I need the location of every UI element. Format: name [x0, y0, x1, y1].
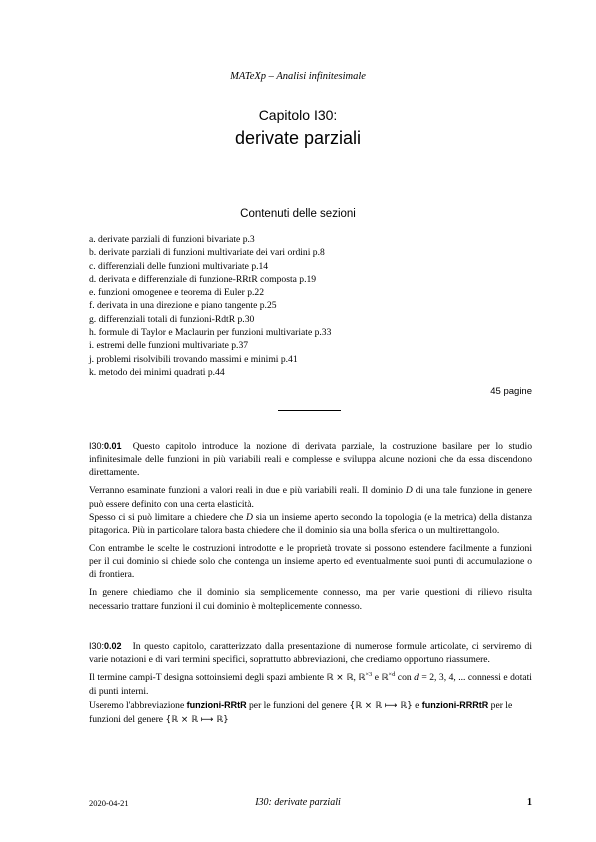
- section-tag-number: 0.01: [104, 441, 122, 451]
- toc-item-b[interactable]: b. derivate parziali di funzioni multivariate dei vari ordini p.8: [89, 247, 325, 259]
- paragraph-text: e: [372, 672, 382, 684]
- paragraph-text: Il termine campi-T designa sottoinsiemi degli spazi ambiente: [89, 672, 327, 684]
- toc-item-c[interactable]: c. differenziali delle funzioni multivariate p.14: [89, 260, 269, 272]
- math-superscript-d: ×d: [388, 671, 396, 679]
- math-symbol-D: D: [405, 485, 413, 497]
- toc-item-a[interactable]: a. derivate parziali di funzioni bivariate p.3: [89, 234, 255, 245]
- section-tag-number: 0.02: [104, 641, 122, 651]
- running-header: MATeXp – Analisi infinitesimale: [230, 71, 366, 82]
- term-funzioni-rrtr[interactable]: funzioni-RRtR: [186, 699, 247, 710]
- paragraph-text: Questo capitolo introduce la nozione di derivata parziale, la costruzione basilare per lo studio infinitesimale delle funzioni in più variabili reali e complesse e sviluppa alcune nozioni che da essa discendono direttamente.: [89, 441, 533, 479]
- footer-page-number: 1: [527, 797, 532, 808]
- paragraph-text: Useremo l'abbreviazione: [89, 699, 187, 711]
- math-r-power-3: ℝ: [358, 673, 366, 684]
- paragraph-text: In questo capitolo, caratterizzato dalla presentazione di numerose formule articolate, ci serviremo di varie notazioni e di vari termini specifici, soprattutto abbreviazioni, che crediamo opportuno riassumere.: [89, 641, 532, 666]
- toc-list: [89, 233, 529, 379]
- math-symbol-D: D: [245, 511, 253, 523]
- section-0-02: [89, 640, 532, 727]
- math-r-times-r: ℝ × ℝ: [326, 673, 354, 684]
- section-tag-prefix: I30:: [89, 441, 105, 451]
- paragraph-text: connessi e dotati di punti interni.: [89, 672, 532, 698]
- paragraph-text: di una tale funzione in genere può essere definito con una certa elasticità.: [89, 485, 532, 510]
- section-0-01-paragraph-1: [89, 440, 532, 480]
- toc-item-i[interactable]: i. estremi delle funzioni multivariate p.37: [89, 340, 249, 352]
- paragraph-text: sia un insieme aperto secondo la topologia (e la metrica) della distanza pitagorica. Più in particolare talora basta chiedere che il dominio sia una bolla sferica o un multirettangolo.: [89, 511, 532, 537]
- section-0-02-paragraph-1: [89, 640, 532, 666]
- section-0-01-paragraph-4: Con entrambe le scelte le costruzioni introdotte e le proprietà trovate si possono estendere facilmente a funzioni per il cui dominio si chiede solo che contenga un insieme aperto ed eventualmente suoi punti di accumulazione o di frontiera.: [89, 543, 532, 581]
- section-0-01-paragraph-2: [89, 484, 532, 510]
- footer-title: I30: derivate parziali: [255, 797, 341, 808]
- footer-date: 2020-04-21: [89, 798, 129, 808]
- section-0-02-paragraph-2: [89, 671, 532, 698]
- toc-item-k[interactable]: k. metodo dei minimi quadrati p.44: [89, 366, 225, 378]
- paragraph-text: con: [395, 672, 415, 684]
- math-superscript-3: ×3: [365, 671, 373, 679]
- toc-item-e[interactable]: e. funzioni omogenee e teorema di Euler p.22: [89, 287, 265, 299]
- paragraph-text: ,: [353, 672, 359, 684]
- paragraph-text: Spesso ci si può limitare a chiedere che: [89, 511, 246, 523]
- math-function-set-2: {ℝ × ℝ ⟼ ℝ}: [165, 714, 229, 725]
- section-0-02-paragraph-3: [89, 699, 532, 727]
- math-function-set-1: {ℝ × ℝ ⟼ ℝ}: [349, 700, 413, 711]
- paragraph-text: Verranno esaminate funzioni a valori reali in due e più variabili reali. Il dominio: [89, 485, 406, 497]
- toc-item-g[interactable]: g. differenziali totali di funzioni-RdtR p.30: [89, 313, 255, 325]
- paragraph-text: per le funzioni del genere: [246, 699, 350, 711]
- chapter-label: Capitolo I30:: [258, 107, 338, 123]
- paragraph-text: per le funzioni del genere: [89, 699, 513, 725]
- paragraph-text: e: [412, 699, 422, 711]
- math-d-values: = 2, 3, 4, ...: [418, 672, 466, 684]
- math-symbol-d: d: [414, 672, 419, 684]
- toc-item-d[interactable]: d. derivata e differenziale di funzione-RRtR composta p.19: [89, 273, 317, 285]
- toc-item-h[interactable]: h. formule di Taylor e Maclaurin per funzioni multivariate p.33: [89, 327, 332, 339]
- section-0-01-paragraph-5: In genere chiediamo che il dominio sia semplicemente connesso, ma per varie questioni di rilievo risulta necessario trattare funzioni il cui dominio è molteplicemente connesso.: [89, 587, 532, 612]
- chapter-title: derivate parziali: [234, 128, 362, 148]
- toc-item-f[interactable]: f. derivata in una direzione e piano tangente p.25: [89, 300, 277, 312]
- term-funzioni-rrrtr[interactable]: funzioni-RRRtR: [421, 699, 489, 710]
- toc-heading: Contenuti delle sezioni: [240, 208, 356, 220]
- section-tag-prefix: I30:: [89, 641, 105, 651]
- section-0-01: [89, 440, 532, 613]
- section-divider: [278, 410, 341, 411]
- section-0-01-paragraph-3: [89, 511, 532, 537]
- toc-item-j[interactable]: j. problemi risolvibili trovando massimi e minimi p.41: [89, 353, 298, 365]
- math-r-power-d: ℝ: [381, 673, 389, 684]
- page-count: 45 pagine: [490, 386, 532, 397]
